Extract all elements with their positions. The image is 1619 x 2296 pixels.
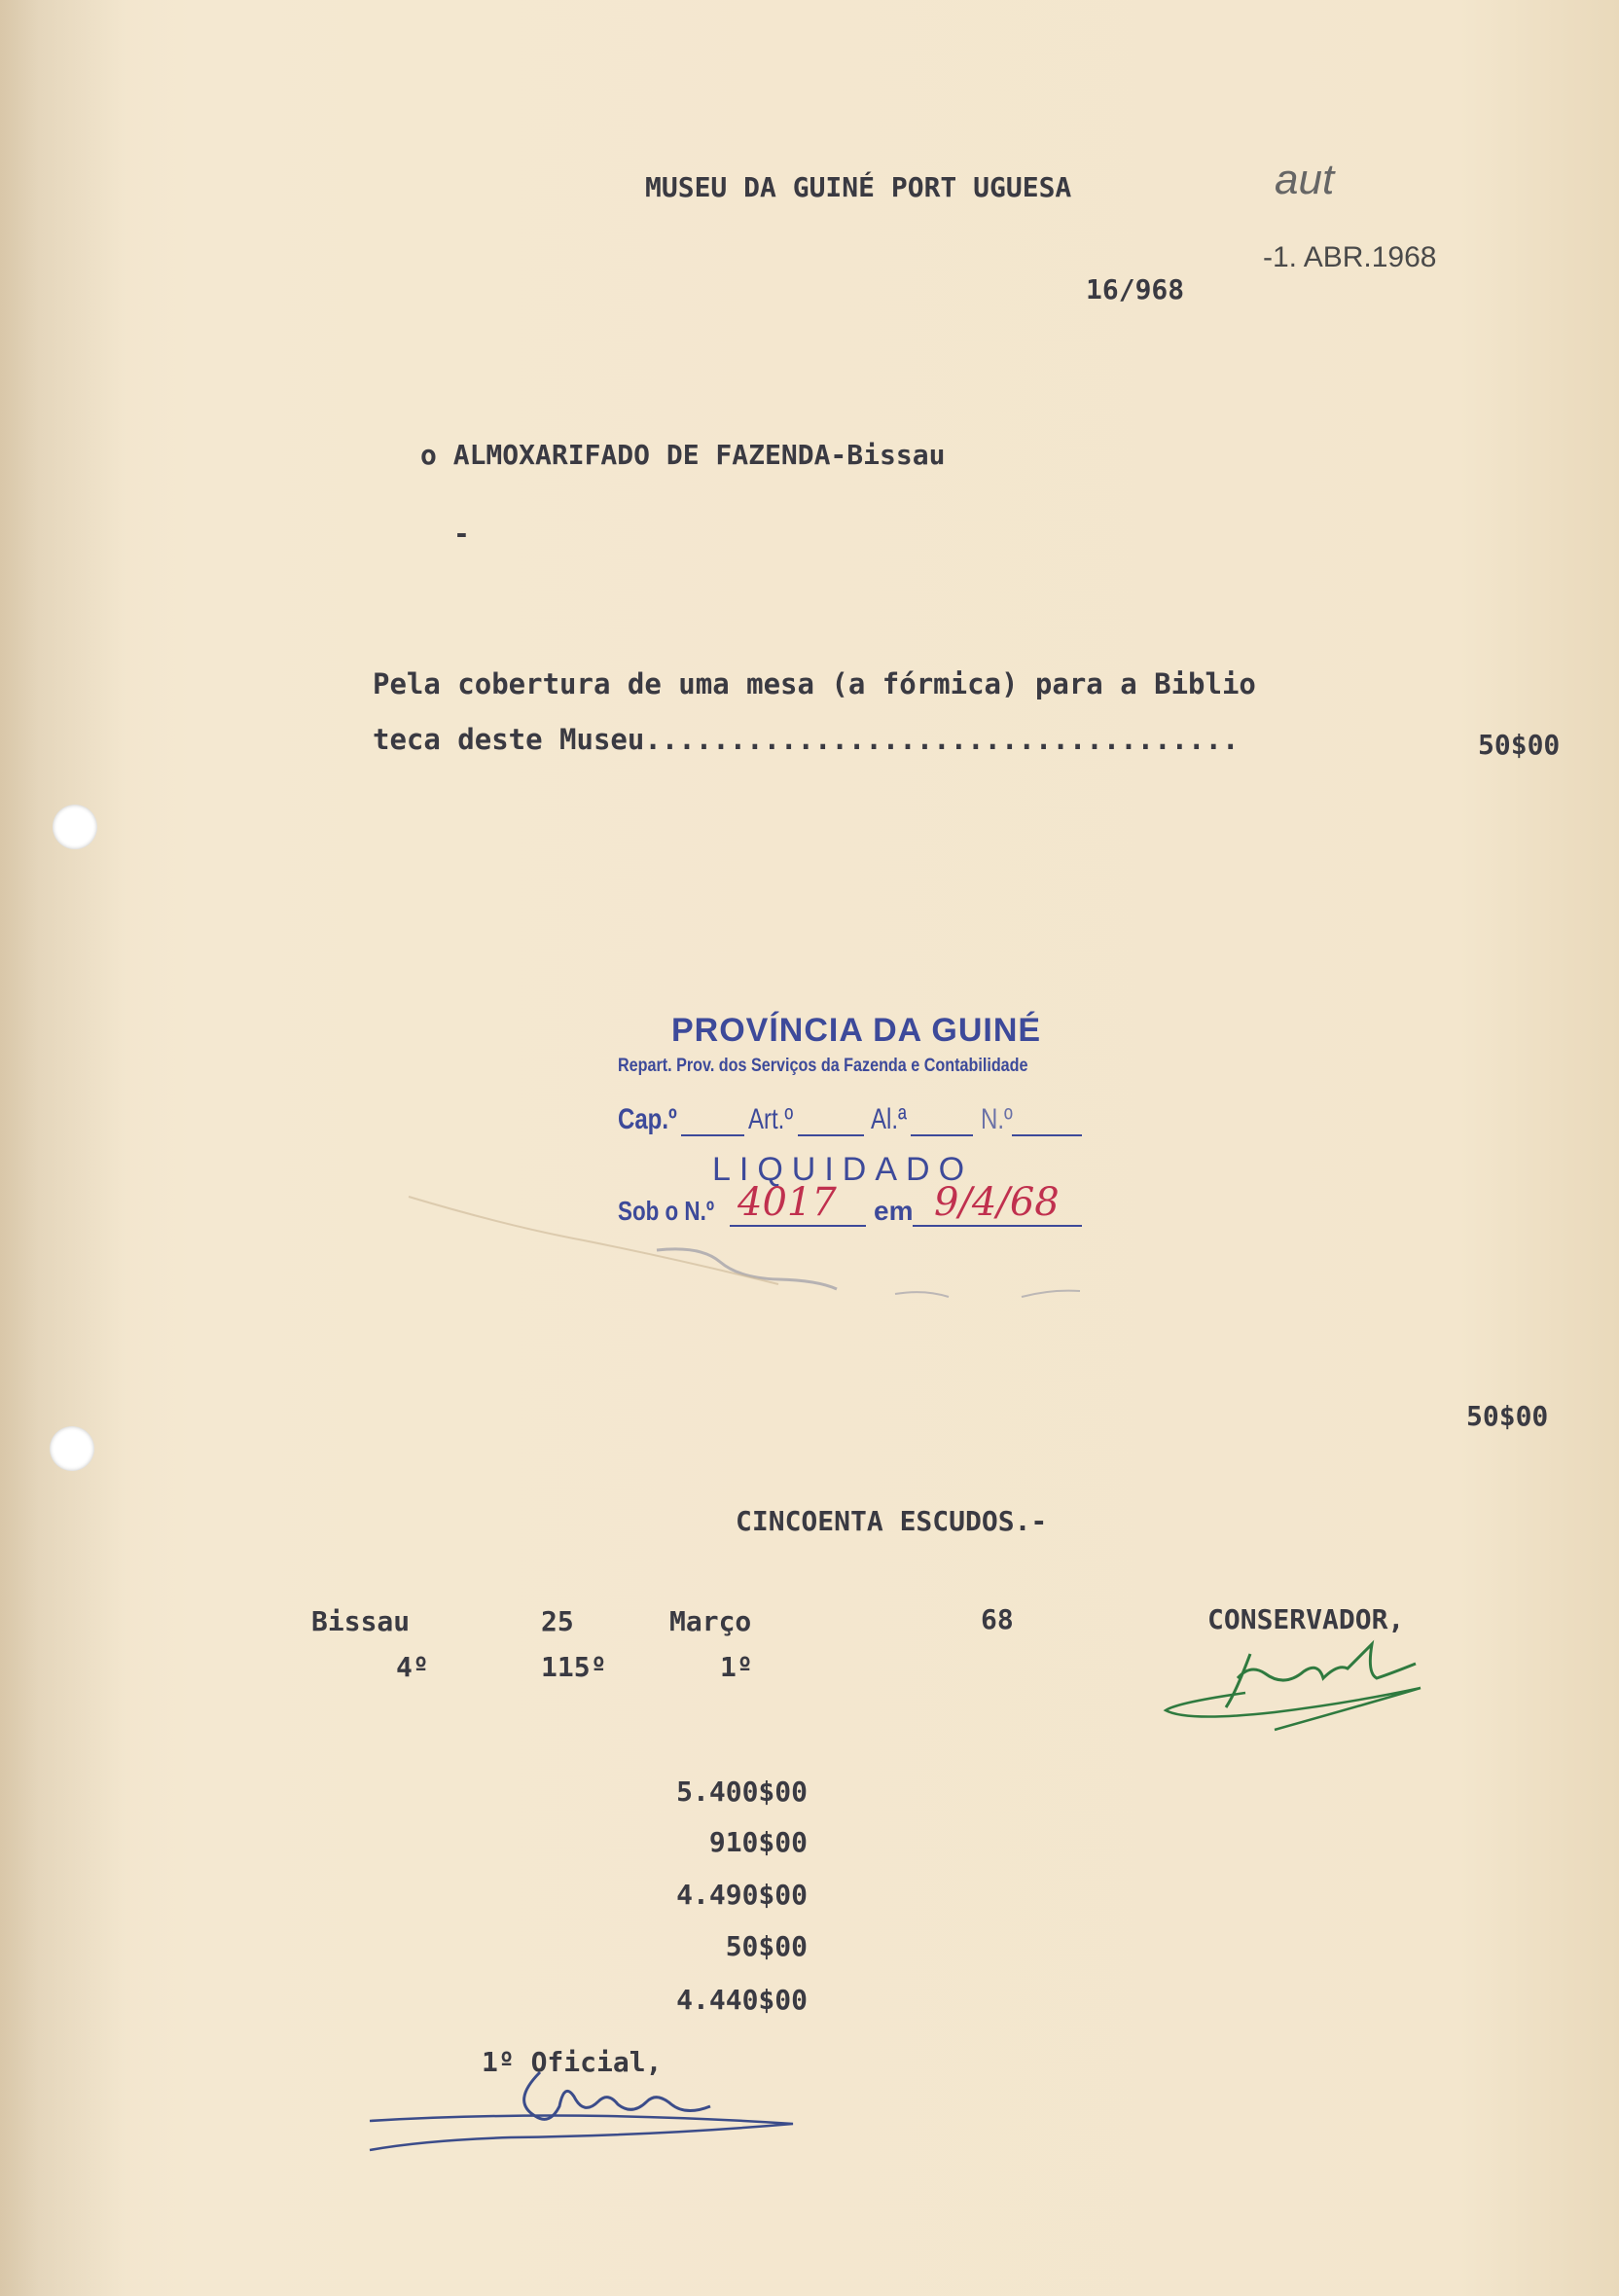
liquidation-stamp xyxy=(613,1007,1099,1328)
reference-number: 16/968 xyxy=(1086,273,1185,305)
amount-in-words: CINCOENTA ESCUDOS.- xyxy=(736,1505,1048,1537)
institution-title: MUSEU DA GUINÉ PORT UGUESA xyxy=(645,171,1072,203)
item-description-line1: Pela cobertura de uma mesa (a fórmica) para a Biblio xyxy=(373,667,1256,700)
ledger-line: 5.400$00 xyxy=(676,1776,808,1808)
official-signature xyxy=(365,2048,812,2155)
ledger-line: 4.440$00 xyxy=(676,1984,808,2016)
stamp-province: PROVÍNCIA DA GUINÉ xyxy=(671,1012,1042,1049)
dash-mark: - xyxy=(453,518,470,550)
date-city: Bissau xyxy=(311,1605,411,1637)
code-2: 115º xyxy=(541,1651,607,1683)
stamp-em-label: em xyxy=(874,1196,914,1226)
stamp-sob-label: Sob o N.º xyxy=(618,1196,715,1226)
item-amount: 50$00 xyxy=(1478,729,1561,761)
stamp-n-label: N.º xyxy=(981,1103,1013,1135)
punch-hole-top xyxy=(53,805,97,849)
stamp-al-label: Al.ª xyxy=(871,1103,907,1135)
addressee: o ALMOXARIFADO DE FAZENDA-Bissau xyxy=(420,439,946,471)
stamp-handwritten-number: 4017 xyxy=(738,1180,837,1225)
total-amount: 50$00 xyxy=(1466,1400,1549,1432)
stamp-cap-label: Cap.º xyxy=(618,1103,677,1135)
conservador-signature xyxy=(1158,1634,1450,1751)
ledger-line: 910$00 xyxy=(708,1826,808,1858)
ledger-line: 50$00 xyxy=(725,1930,808,1962)
stamp-handwritten-date: 9/4/68 xyxy=(934,1180,1060,1225)
paper-edge-shadow xyxy=(0,0,126,2296)
stamp-smudge xyxy=(613,1007,1099,1328)
stamp-liquidado: LIQUIDADO xyxy=(712,1151,974,1188)
date-year: 68 xyxy=(981,1603,1014,1635)
item-description-line2: teca deste Museu................................... xyxy=(373,723,1240,756)
signatory-title: CONSERVADOR, xyxy=(1207,1603,1405,1635)
received-date-stamp: -1. ABR.1968 xyxy=(1263,241,1437,273)
date-month: Março xyxy=(669,1605,752,1637)
code-3: 1º xyxy=(720,1651,753,1683)
date-day: 25 xyxy=(541,1605,574,1637)
ledger-line: 4.490$00 xyxy=(676,1879,808,1911)
code-1: 4º xyxy=(396,1651,429,1683)
pencil-annotation: aut xyxy=(1275,156,1335,203)
stamp-department: Repart. Prov. dos Serviços da Fazenda e Contabilidade xyxy=(618,1056,1028,1076)
stamp-art-label: Art.º xyxy=(748,1103,794,1135)
punch-hole-bottom xyxy=(50,1426,94,1471)
official-title: 1º Oficial, xyxy=(482,2046,663,2078)
